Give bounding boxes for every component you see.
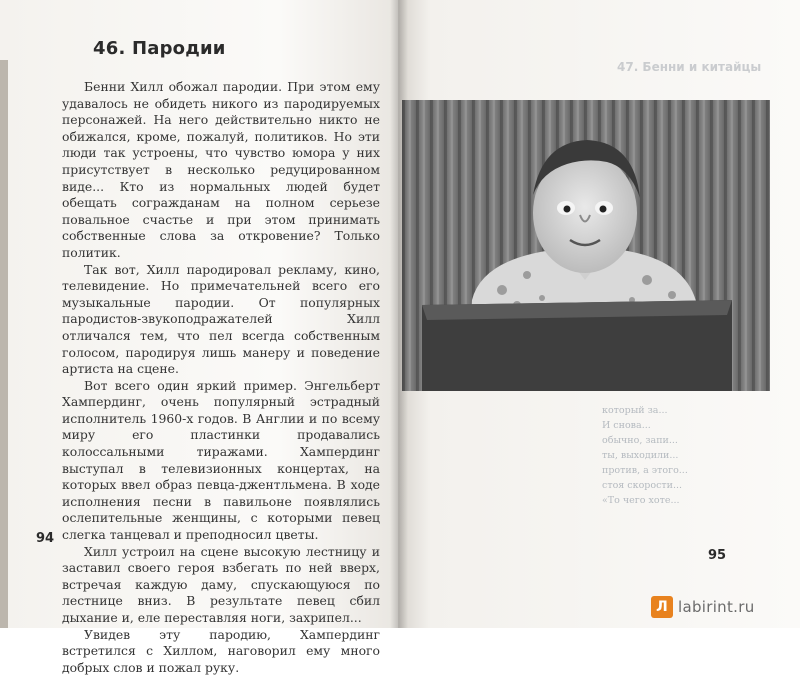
paragraph: Увидев эту пародию, Хампердинг встретился с Хиллом, наговорил ему много добрых слов и пожал руку. [62, 626, 380, 675]
page-number-left: 94 [36, 531, 55, 546]
page-edge [0, 60, 8, 628]
bleed-through-heading: 47. Бенни и китайцы [617, 60, 762, 74]
publisher-logo-icon: Л [651, 596, 673, 618]
paragraph: Хилл устроил на сцене высокую лестницу и заставил своего героя взбегать по ней вверх, встречая каждую даму, спускающуюся по лестнице вниз. В результате певец сбил дыхание и, еле переставляя ноги, захрипел... [62, 543, 380, 625]
bleed-line: который за... [602, 405, 668, 416]
bleed-line: против, а этого... [602, 465, 688, 476]
paragraph: Так вот, Хилл пародировал рекламу, кино, телевидение. Но примечательней всего его музыкальные пародии. От популярных пародистов-звукоподражателей Хилл отличался тем, что пел всегда собственным голосом, пародируя лишь манеру и поведение артиста на сцене. [62, 261, 380, 377]
bleed-line: «То чего хоте... [602, 495, 680, 506]
paragraph: Бенни Хилл обожал пародии. При этом ему удавалось не обидеть никого из пародируемых персонажей. На него действительно никто не обижался, кроме, пожалуй, политиков. Но эти люди так устроены, что чувство юмора у них присутствует в несколько редуцированном виде... Кто из нормальных людей будет обещать согражданам на полном серьезе повальное счастье и при этом принимать собственные слова за откровение? Только политик. [62, 79, 380, 260]
bleed-line: стоя скорости... [602, 480, 683, 491]
chapter-body [62, 79, 380, 676]
left-page [0, 0, 398, 675]
bleed-line: ты, выходили... [602, 450, 679, 461]
page-number-right: 95 [708, 548, 727, 563]
book-gutter [390, 0, 408, 628]
bleed-through-text [602, 403, 752, 508]
paragraph: Вот всего один яркий пример. Энгельберт Хампердинг, очень популярный эстрадный исполнитель 1960-х годов. В Англии и по всему миру его пластинки продавались колоссальными тиражами. Хампердинг выступал в телевизионных концертах, на которых ввел образ певца-джентльмена. В ходе исполнения песни в павильоне появлялись ослепительные женщины, с которыми певец слегка танцевал и преподносил цветы. [62, 377, 380, 543]
bleed-line: обычно, запи... [602, 435, 678, 446]
publisher-url[interactable]: labirint.ru [678, 598, 755, 616]
bleed-line: И снова... [602, 420, 651, 431]
photo-illustration [402, 100, 770, 391]
chapter-title: 46. Пародии [93, 38, 226, 59]
photo-benny-hill [402, 100, 770, 391]
